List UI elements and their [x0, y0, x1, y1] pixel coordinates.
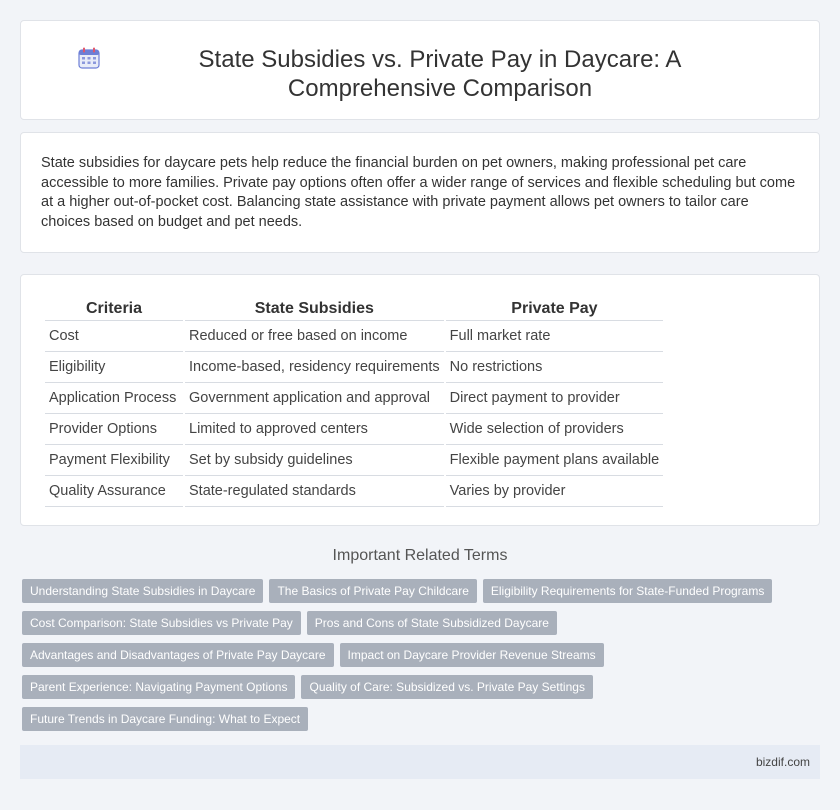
table-cell: Eligibility [45, 352, 183, 383]
header-card [20, 20, 820, 120]
related-term-tag[interactable]: Pros and Cons of State Subsidized Daycare [307, 611, 557, 635]
column-header-private-pay: Private Pay [446, 297, 664, 321]
related-terms-list [22, 579, 812, 739]
table-cell: Full market rate [446, 321, 664, 352]
table-cell: Flexible payment plans available [446, 445, 664, 476]
table-cell: Quality Assurance [45, 476, 183, 507]
related-term-tag[interactable]: Quality of Care: Subsidized vs. Private Pay Settings [301, 675, 592, 699]
column-header-state-subsidies: State Subsidies [185, 297, 444, 321]
table-header-row [45, 297, 663, 321]
table-cell: Application Process [45, 383, 183, 414]
comparison-card [20, 274, 820, 526]
table-cell: Government application and approval [185, 383, 444, 414]
table-row [45, 321, 663, 352]
table-cell: No restrictions [446, 352, 664, 383]
table-cell: Payment Flexibility [45, 445, 183, 476]
table-row [45, 383, 663, 414]
table-cell: Limited to approved centers [185, 414, 444, 445]
footer-brand-link[interactable]: bizdif.com [755, 755, 810, 769]
intro-text: State subsidies for daycare pets help reduce the financial burden on pet owners, making professional pet care accessible to more families. Private pay options often offer a wider range of services and flexible scheduling but come at a higher out-of-pocket cost. Balancing state assistance with private payment allows pet owners to tailor care choices based on budget and pet needs. [41, 155, 796, 230]
table-cell: Wide selection of providers [446, 414, 664, 445]
related-term-tag[interactable]: Impact on Daycare Provider Revenue Streams [340, 643, 604, 667]
table-cell: Cost [45, 321, 183, 352]
table-cell: Income-based, residency requirements [185, 352, 444, 383]
table-cell: Reduced or free based on income [185, 321, 444, 352]
table-cell: State-regulated standards [185, 476, 444, 507]
table-cell: Provider Options [45, 414, 183, 445]
column-header-criteria: Criteria [45, 297, 183, 321]
table-cell: Varies by provider [446, 476, 664, 507]
related-term-tag[interactable]: Cost Comparison: State Subsidies vs Private Pay [22, 611, 301, 635]
footer [20, 745, 820, 779]
table-row [45, 476, 663, 507]
related-term-tag[interactable]: Future Trends in Daycare Funding: What to Expect [22, 707, 308, 731]
table-row [45, 414, 663, 445]
intro-card [20, 132, 820, 253]
related-terms-title: Important Related Terms [332, 547, 508, 564]
related-term-tag[interactable]: Understanding State Subsidies in Daycare [22, 579, 263, 603]
table-cell: Direct payment to provider [446, 383, 664, 414]
page-title: State Subsidies vs. Private Pay in Daycare: A Comprehensive Comparison [198, 46, 682, 102]
related-term-tag[interactable]: The Basics of Private Pay Childcare [269, 579, 476, 603]
table-cell: Set by subsidy guidelines [185, 445, 444, 476]
related-term-tag[interactable]: Advantages and Disadvantages of Private Pay Daycare [22, 643, 334, 667]
related-term-tag[interactable]: Parent Experience: Navigating Payment Options [22, 675, 295, 699]
table-row [45, 352, 663, 383]
related-term-tag[interactable]: Eligibility Requirements for State-Funded Programs [483, 579, 772, 603]
table-row [45, 445, 663, 476]
comparison-table [43, 297, 665, 507]
